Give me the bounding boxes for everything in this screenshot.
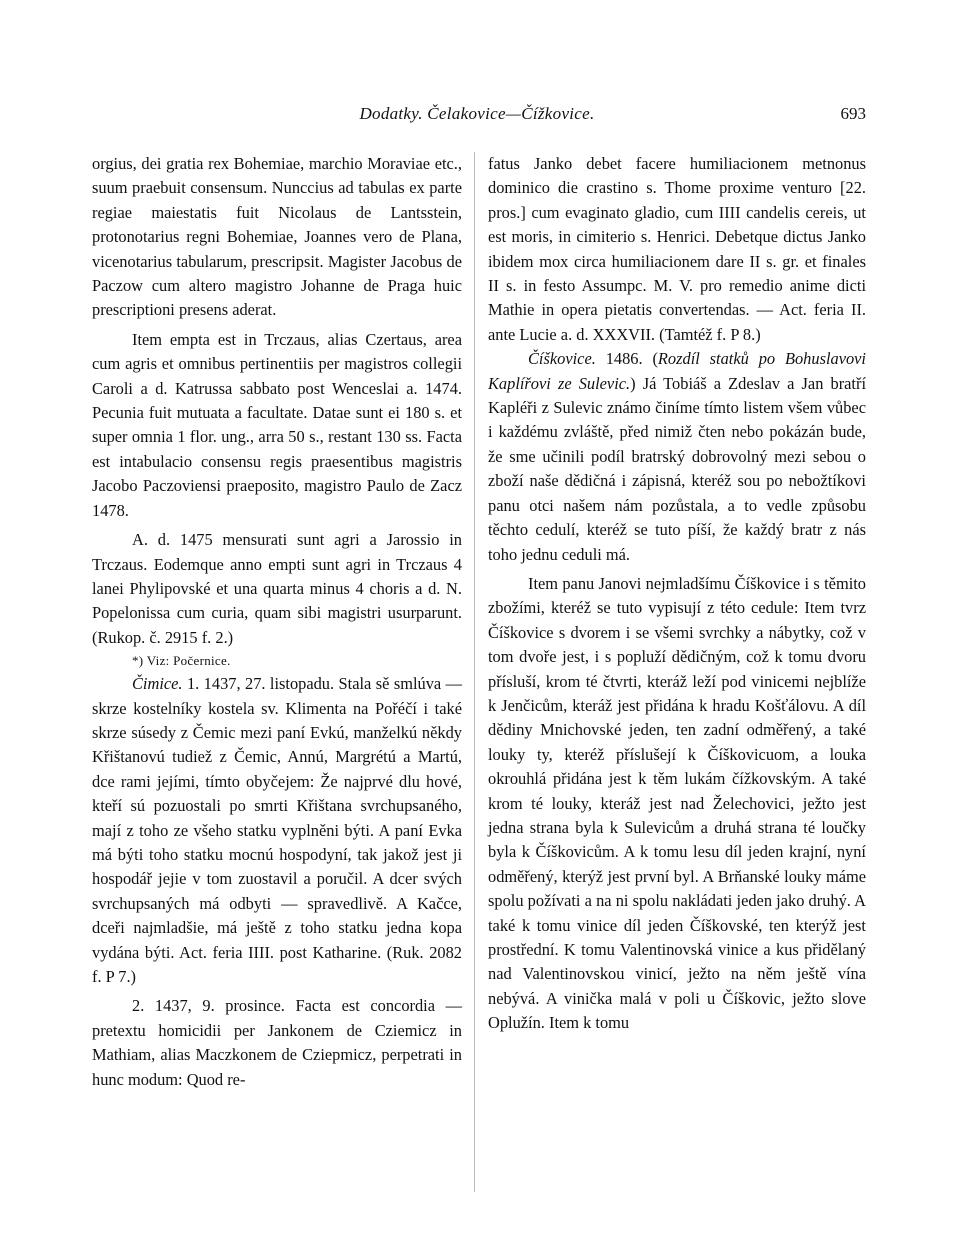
paragraph bbox=[92, 672, 462, 989]
paragraph-text: 1486. ( bbox=[595, 349, 658, 369]
left-column bbox=[92, 152, 462, 1092]
footnote: *) Viz: Počernice. bbox=[132, 653, 231, 669]
page-header bbox=[88, 104, 866, 130]
paragraph-text: 1. 1437, 27. listopadu. Stala sě smlúva — skrze kostelníky kostela sv. Klimenta na Pořéčí i také skrze súsedy z Čemic mezi paní Evkú, manželkú někdy Křištanovú tudiež z Čemic, Annú, Margrétú a Martú, dce rami jejími, tímto obyčejem: Že najprvé dlu hové, kteří sú pozuostali po smrti Křištana svrchupsaného, mají z toho ze všeho statku vyplněni býti. A paní Evka má býti toho statku mocnú hospodyní, tak jakož jest ji hospodář jejie v tom zuostavil a poručil. A dcer svých svrchupsaných má odbyti — spravedlivě. A Kačce, dceři najmladšie, má ještě z toho statku jedna kopa vydána býti. Act. feria IIII. post Katharine. (Ruk. 2082 f. P 7.) bbox=[92, 674, 462, 986]
section-title: Číškovice. bbox=[528, 349, 596, 369]
paragraph-text: ) Já Tobiáš a Zdeslav a Jan bratří Kapléři z Sulevic známo činíme tímto listem všem vůbec i každému zvláště, před nimiž čten nebo pokázán bude, že sme učinili podíl bratrský dobrovolný mezi sebou o zboží naše dědičná i zápisná, kteréž sou po nebožtíkovi panu otci našem nám pozůstala, a to vedle způsobu těchto cedulí, kteréž se tuto píší, že každý bratr z nás toho jednu ceduli má. bbox=[488, 373, 866, 564]
paragraph: 2. 1437, 9. prosince. Facta est concordia — pretextu homicidii per Jankonem de Cziemicz in Mathiam, alias Maczkonem de Cziepmicz, perpetrati in hunc modum: Quod re- bbox=[92, 996, 462, 1089]
paragraph: Item empta est in Trczaus, alias Czertaus, area cum agris et omnibus pertinentiis per magistros collegii Caroli a d. Katrussa sabbato post Wenceslai a. 1474. Pecunia fuit mutuata a facultate. Datae sunt ei 180 s. et super omnia 1 flor. ung., arra 50 s., restant 130 ss. Facta est intabulacio consensu regis praesentibus magistris Jacobo Paczoviensi praeposito, magistro Paulo de Zacz 1478. bbox=[92, 329, 462, 520]
section-subtitle: Rozdíl statků po Bohuslavovi Kaplířovi ze Sulevic. bbox=[488, 349, 866, 393]
paragraph: A. d. 1475 mensurati sunt agri a Jarossio in Trczaus. Eodemque anno empti sunt agri in Trczaus 4 lanei Phylipovské et una quarta minus 4 choris a d. N. Popelonissa cum curia, quam sibi magistri usurparunt. (Rukop. č. 2915 f. 2.) bbox=[92, 530, 462, 647]
paragraph: Item panu Janovi nejmladšímu Číškovice i s těmito zbožími, kteréž se tuto vypisují z této cedule: Item tvrz Číškovice s dvorem i se všemi svrchky a nábytky, což v tom dvoře jest, i s popluží dědičným, což k tomu dvoru přísluší, krom té čtvrti, kteráž leží pod vinicemi nejblíže k Jenčicům, kteráž jest přidána k hradu Košťálovu. A díl dědiny Mnichovské jeden, ten zadní odměřený, a také louky ty, kteréž příslušejí k Číškovicuom, a louka okrouhlá přidána jest k těm lukám čížkovským. A také krom té louky, kteráž jest nad Želechovici, ježto jest jedna strana byla k Sulevicům a druhá strana té loučky byla k Číškovicům. A k tomu lesu díl jeden krajní, nyní odměřený, kterýž jest první byl. A Brňanské louky máme spolu požívati a na ni spolu nakládati jeden jako druhý. A také k tomu vinice díl jeden Číškovské, ten kterýž jest prostřední. K tomu Valentinovská vinice a kus přidělaný nad Valentinovskou vinicí, ježto na něm ještě vína nebývá. A vinička malá v poli u Číškovic, ježto slove Oplužín. Item k tomu bbox=[488, 573, 866, 1033]
paragraph: fatus Janko debet facere humiliacionem metnonus dominico die crastino s. Thome proxime venturo [22. pros.] cum evaginato gladio, cum IIII candelis cereis, ut est moris, in cimiterio s. Henrici. Debetque dictus Janko ibidem mox circa humiliacionem dare II s. gr. et finales II s. in festo Assumpc. M. V. pro remedio anime dicti Mathie in opera pietatis convertendas. — Act. feria II. ante Lucie a. d. XXXVII. (Tamtéž f. P 8.) bbox=[488, 154, 866, 344]
section-title: Čimice. bbox=[132, 674, 183, 694]
paragraph: orgius, dei gratia rex Bohemiae, marchio Moraviae etc., suum praebuit consensum. Nunccius ad tabulas ex parte regiae maiestatis fuit Nicolaus de Lantsstein, protonotarius regni Bohemiae, Joannes vero de Plana, vicenotarius tabularum, prescripsit. Magister Jacobus de Paczow cum altero magistro Johanne de Praga huic prescriptioni presens aderat. bbox=[92, 154, 462, 320]
paragraph bbox=[488, 347, 866, 567]
right-column bbox=[488, 152, 866, 1036]
page-number: 693 bbox=[840, 104, 866, 123]
running-head: Dodatky. Čelakovice—Čížkovice. bbox=[359, 104, 595, 123]
column-divider bbox=[474, 152, 475, 1192]
